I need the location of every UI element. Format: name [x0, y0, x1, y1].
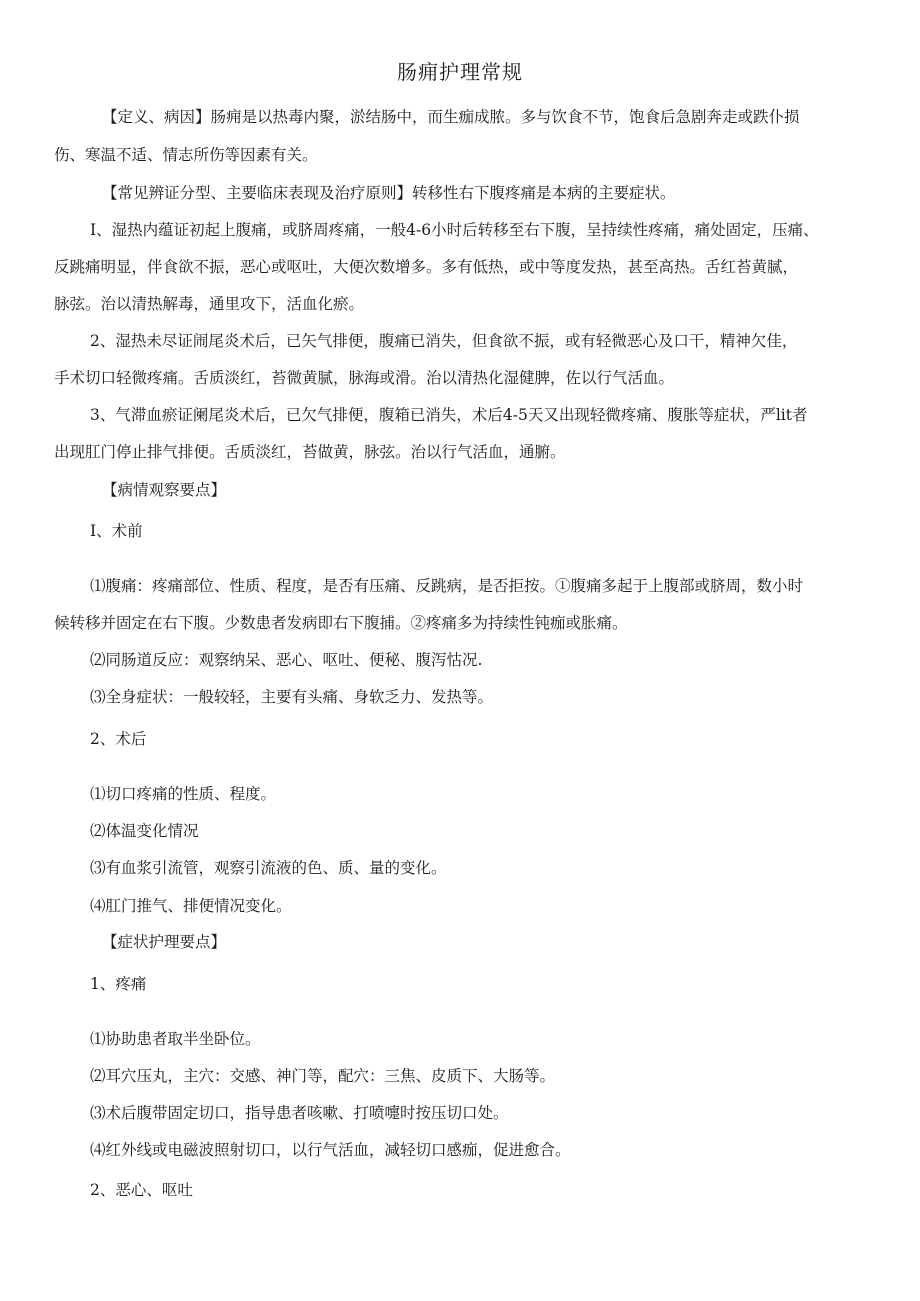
postop-item-4: ⑷肛门推气、排便情况变化。: [90, 897, 292, 915]
syndrome-1-line-2: 反跳痛明显，伴食欲不振，恶心或呕吐，大便次数增多。多有低热，或中等度发热，甚至高热。舌红苔黄腻，: [54, 258, 799, 276]
syndrome-1-line-3: 脉弦。治以清热解毒，通里攻下，活血化瘀。: [54, 295, 365, 313]
postop-item-1: ⑴切口疼痛的性质、程度。: [90, 785, 277, 803]
postop-item-2: ⑵体温变化情况: [90, 822, 199, 840]
preop-subheading: I、术前: [90, 522, 143, 540]
syndrome-2-line-2: 手术切口轻微疼痛。舌质淡红，苔微黄腻，脉海或滑。治以清热化湿健脾，佐以行气活血。: [54, 369, 675, 387]
definition-line-2: 伤、寒温不适、情志所伤等因素有关。: [54, 146, 318, 164]
observation-heading: 【病情观察要点】: [102, 481, 227, 499]
nausea-subheading: 2、恶心、呕吐: [90, 1181, 193, 1199]
pain-item-2: ⑵耳穴压丸，主穴：交感、神门等，配穴：三焦、皮质下、大肠等。: [90, 1067, 556, 1085]
preop-item-3: ⑶全身症状：一般较轻，主要有头痛、身软乏力、发热等。: [90, 688, 494, 706]
syndrome-3-line-1: 3、气滞血瘀证阑尾炎术后，已欠气排便，腹箱已消失，术后4-5天又出现轻微疼痛、腹胀等症状，严lit者: [90, 406, 808, 424]
preop-item-1-line-1: ⑴腹痛：疼痛部位、性质、程度，是否有压痛、反跳病，是否拒按。①腹痛多起于上腹部或脐周，数小时: [90, 577, 804, 595]
preop-item-1-line-2: 候转移并固定在右下腹。少数患者发病即右下腹捕。②疼痛多为持续性钝痂或胀痛。: [54, 614, 628, 632]
symptom-care-heading: 【症状护理要点】: [102, 933, 227, 951]
pain-item-3: ⑶术后腹带固定切口，指导患者咳嗽、打喷嚏时按压切口处。: [90, 1104, 509, 1122]
syndrome-2-line-1: 2、湿热未尽证闹尾炎术后，已矢气排便，腹痛已消失，但食欲不振，或有轻微恶心及口干，精神欠佳，: [90, 332, 798, 350]
page-title: 肠痈护理常规: [397, 60, 523, 84]
syndrome-3-line-2: 出现肛门停止排气排便。舌质淡红，苔做黄，脉弦。治以行气活血，通腑。: [54, 443, 566, 461]
syndrome-1-line-1: I、湿热内蕴证初起上腹痛，或脐周疼痛，一般4-6小时后转移至右下腹，呈持续性疼痛，痛处固定，压痛、: [90, 221, 819, 239]
definition-line-1: 【定义、病因】肠痈是以热毒内聚，淤结肠中，而生痂成脓。多与饮食不节，饱食后急剧奔走或跌仆损: [102, 108, 800, 126]
postop-subheading: 2、术后: [90, 730, 147, 748]
postop-item-3: ⑶有血浆引流管，观察引流液的色、质、量的变化。: [90, 859, 447, 877]
pain-item-4: ⑷红外线或电磁波照射切口，以行气活血，减轻切口感痂，促进愈合。: [90, 1141, 571, 1159]
preop-item-2: ⑵同肠道反应：观察纳呆、恶心、呕吐、便秘、腹泻怙况.: [90, 651, 483, 669]
pain-subheading: 1、疼痛: [90, 975, 147, 993]
syndrome-heading: 【常见辨证分型、主要临床表现及治疗原则】转移性右下腹疼痛是本病的主要症状。: [102, 184, 676, 202]
pain-item-1: ⑴协助患者取半坐卧位。: [90, 1030, 261, 1048]
